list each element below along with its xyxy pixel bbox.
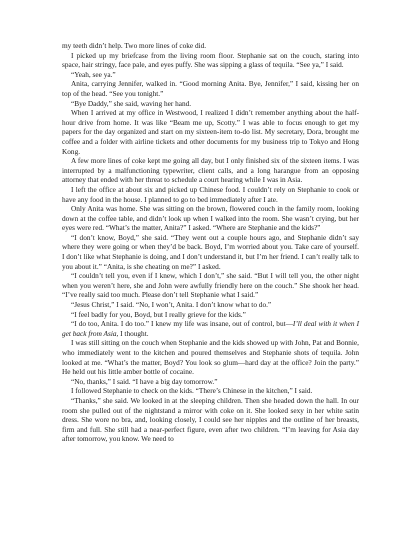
paragraph-7	[62, 156, 359, 185]
paragraph-17	[62, 386, 359, 396]
paragraph-4	[62, 79, 359, 98]
paragraph-text: “Jesus Christ,” I said. “No, I won’t, Anita. I don’t know what to do.”	[71, 300, 272, 310]
paragraph-text: “Yeah, see ya.”	[71, 69, 116, 79]
paragraph-text: I followed Stephanie to check on the kids. “There’s Chinese in the kitchen,” I said.	[71, 386, 313, 396]
paragraph-9	[62, 204, 359, 233]
paragraph-text: “Thanks,” she said. We looked in at the sleeping children. Then she headed down the hall. In our room she pulled out of the nightstand a mirror with coke on it. She looked sexy in her white satin dress. She wore no bra, and, looking closely, I could see her nipples and the outline of her breasts, firm and full. She still had a near-perfect figure, even after two children. “I’m leaving for Asia day after tomorrow, you know. We need to	[62, 395, 359, 444]
paragraph-text: Anita, carrying Jennifer, walked in. “Good morning Anita. Bye, Jennifer,” I said, kissing her on top of the head. “See you tonight.”	[62, 79, 359, 98]
paragraph-text: A few more lines of coke kept me going all day, but I only finished six of the sixteen items. I was interrupted by a malfunctioning typewriter, client calls, and a long harangue from an opposing attorney that ended with her threat to schedule a court hearing while I was in Asia.	[62, 156, 359, 185]
paragraph-18	[62, 396, 359, 444]
paragraph-14	[62, 319, 359, 338]
paragraph-text: Only Anita was home. She was sitting on the brown, flowered couch in the family room, looking down at the coffee table, and didn’t look up when I walked into the room. She wasn’t crying, but her eyes were red. “What’s the matter, Anita?” I asked. “Where are Stephanie and the kids?”	[62, 204, 359, 233]
paragraph-text: When I arrived at my office in Westwood, I realized I didn’t remember anything about the half-hour drive from home. It was like “Beam me up, Scotty.” I was able to focus enough to get my papers for the day organized and start on my sixteen-item to-do list. My secretary, Dora, brought me coffee and a folder with airline tickets and other documents for my business trip to Tokyo and Hong Kong.	[62, 108, 359, 156]
paragraph-2	[62, 51, 359, 70]
paragraph-text: I left the office at about six and picked up Chinese food. I couldn’t rely on Stephanie to cook or have any food in the house. I planned to go to bed immediately after I ate.	[62, 184, 359, 204]
paragraph-text: “I couldn’t tell you, even if I knew, which I don’t,” she said. “But I will tell you, the other night when you weren’t here, she and John were awfully friendly here on the couch.” She shook her head. “I’ve really said too much. Please don’t tell Stephanie what I said.”	[62, 271, 359, 300]
book-page	[62, 41, 359, 444]
paragraph-3	[62, 70, 359, 80]
paragraph-text: “I do too, Anita. I do too.” I knew my life was insane, out of control, but—	[71, 319, 293, 329]
paragraph-text: “Bye Daddy,” she said, waving her hand.	[71, 98, 192, 108]
paragraph-11	[62, 271, 359, 300]
paragraph-13	[62, 310, 359, 320]
paragraph-text: “I feel badly for you, Boyd, but I really grieve for the kids.”	[71, 309, 246, 319]
paragraph-1	[62, 41, 359, 51]
paragraph-6	[62, 108, 359, 156]
paragraph-text: “I don’t know, Boyd,” she said. “They went out a couple hours ago, and Stephanie didn’t say where they were going or when they’d be back. Boyd, I’m worried about you. Take care of yourself. I don’t like what Stephanie is doing, and I don’t understand it, but I’m her friend. I can’t really talk to you about it.” “Anita, is she cheating on me?” I asked.	[62, 232, 359, 271]
paragraph-10	[62, 233, 359, 271]
paragraph-15	[62, 338, 359, 376]
paragraph-16	[62, 377, 359, 387]
paragraph-5	[62, 99, 359, 109]
paragraph-text-after: I thought.	[118, 328, 149, 338]
paragraph-text: “No, thanks,” I said. “I have a big day tomorrow.”	[71, 376, 218, 386]
paragraph-text: I picked up my briefcase from the living room floor. Stephanie sat on the couch, staring into space, hair stringy, face pale, and eyes puffy. She was sipping a glass of tequila. “See ya,” I said.	[62, 50, 359, 70]
paragraph-12	[62, 300, 359, 310]
paragraph-text: my teeth didn’t help. Two more lines of coke did.	[62, 41, 207, 50]
paragraph-8	[62, 185, 359, 204]
paragraph-italic-thought: I’ll deal with it when I get back from Asia,	[62, 319, 359, 338]
paragraph-text: I was still sitting on the couch when Stephanie and the kids showed up with John, Pat and Bonnie, who immediately went to the kitchen and poured themselves and Stephanie shots of tequila. John looked at me. “What’s the matter, Boyd? You look so glum—hard day at the office? Join the party.” He held out his little amber bottle of cocaine.	[62, 338, 359, 377]
